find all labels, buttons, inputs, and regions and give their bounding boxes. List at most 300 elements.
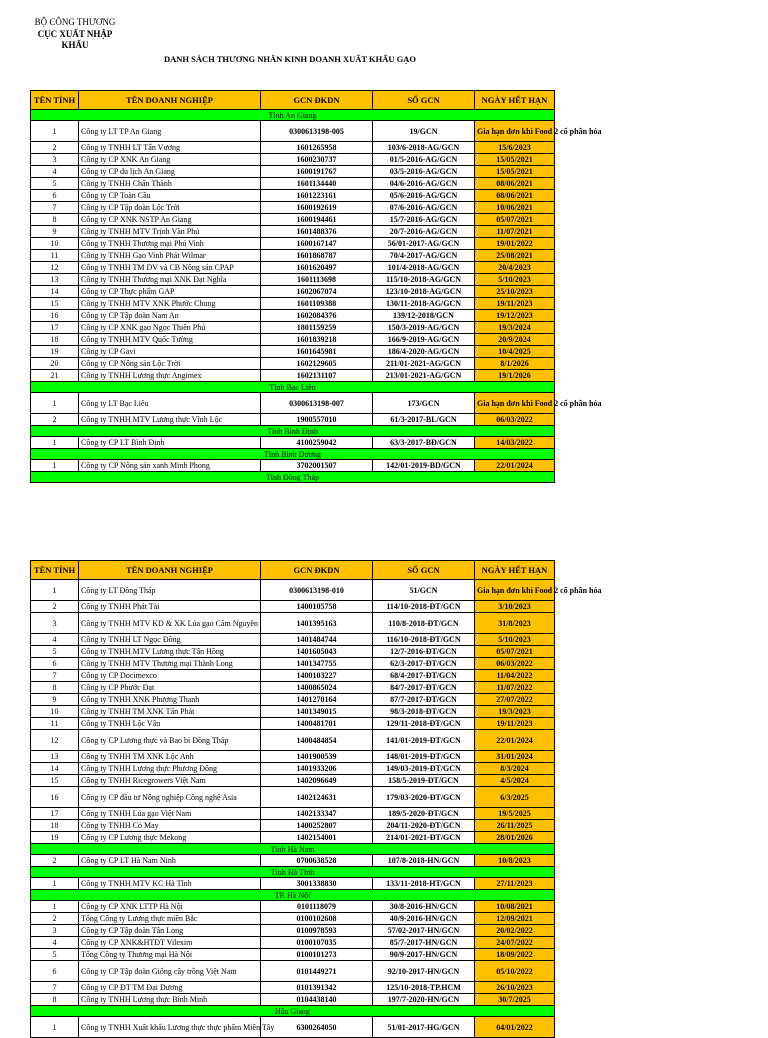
row-index: 15	[31, 298, 79, 310]
certificate-number: 204/11-2020-ĐT/GCN	[373, 820, 475, 832]
expiry-date: 4/5/2024	[475, 775, 555, 787]
business-reg-number: 1601109388	[261, 298, 373, 310]
table-row	[31, 250, 555, 262]
table-row	[31, 178, 555, 190]
company-name: Công ty CP Tập đoàn Nam An	[79, 310, 261, 322]
company-name: Công ty CP ĐT TM Đại Dương	[79, 982, 261, 994]
certificate-number: 07/6-2016-AG/GCN	[373, 202, 475, 214]
company-name: Công ty CP XNK gạo Ngọc Thiên Phú	[79, 322, 261, 334]
row-index: 4	[31, 937, 79, 949]
business-reg-number: 1801159259	[261, 322, 373, 334]
expiry-date: 04/01/2022	[475, 1017, 555, 1038]
company-name: Công ty CP Tập đoàn Lộc Trời	[79, 202, 261, 214]
row-index: 4	[31, 634, 79, 646]
expiry-date: 19/1/2026	[475, 370, 555, 382]
expiry-date: 15/6/2023	[475, 142, 555, 154]
table-row	[31, 937, 555, 949]
province-name: Tỉnh An Giang	[31, 110, 555, 121]
company-name: Công ty CP Tập đoàn Tân Long	[79, 925, 261, 937]
table-row	[31, 613, 555, 634]
certificate-number: 85/7-2017-HN/GCN	[373, 937, 475, 949]
table-row	[31, 393, 555, 414]
expiry-date: 06/03/2022	[475, 658, 555, 670]
expiry-date: 24/07/2022	[475, 937, 555, 949]
table-row	[31, 913, 555, 925]
business-reg-number: 1401484744	[261, 634, 373, 646]
expiry-date: 31/8/2023	[475, 613, 555, 634]
company-name: Công ty CP XNK An Giang	[79, 154, 261, 166]
certificate-number: 110/8-2018-ĐT/GCN	[373, 613, 475, 634]
expiry-date: 27/07/2022	[475, 694, 555, 706]
row-index: 7	[31, 982, 79, 994]
expiry-date: 8/3/2024	[475, 763, 555, 775]
table-row	[31, 994, 555, 1006]
table-row	[31, 437, 555, 449]
certificate-number: 92/10-2017-HN/GCN	[373, 961, 475, 982]
certificate-number: 133/11-2018-HT/GCN	[373, 878, 475, 890]
expiry-date: 25/08/2021	[475, 250, 555, 262]
table-row	[31, 274, 555, 286]
row-index: 8	[31, 214, 79, 226]
table-row	[31, 855, 555, 867]
table-row	[31, 751, 555, 763]
company-name: Công ty TNHH Lương thực Angimex	[79, 370, 261, 382]
business-reg-number: 6300264050	[261, 1017, 373, 1038]
row-index: 11	[31, 718, 79, 730]
row-index: 2	[31, 142, 79, 154]
certificate-number: 115/10-2018-AG/GCN	[373, 274, 475, 286]
business-reg-number: 1401900539	[261, 751, 373, 763]
business-reg-number: 1402124631	[261, 787, 373, 808]
expiry-date: 22/01/2024	[475, 460, 555, 472]
company-name: Công ty CP Nông sản xanh Minh Phong	[79, 460, 261, 472]
row-index: 1	[31, 580, 79, 601]
company-name: Công ty CP Docimexco	[79, 670, 261, 682]
row-index: 17	[31, 808, 79, 820]
company-name: Công ty TNHH Lộc Vân	[79, 718, 261, 730]
company-name: Công ty CP Lương thực và Bao bì Đồng Tháp	[79, 730, 261, 751]
row-index: 6	[31, 961, 79, 982]
province-row	[31, 1006, 555, 1017]
business-reg-number: 1601134440	[261, 178, 373, 190]
business-reg-number: 1401347755	[261, 658, 373, 670]
business-reg-number: 1600194461	[261, 214, 373, 226]
certificate-number: 84/7-2017-ĐT/GCN	[373, 682, 475, 694]
trader-table-2	[30, 560, 602, 1038]
company-name: Công ty TNHH Xuất khẩu Lương thực thực phẩm Miền Tây	[79, 1017, 261, 1038]
company-name: Công ty TNHH Lương thực Phương Đông	[79, 763, 261, 775]
province-row	[31, 382, 555, 393]
company-name: Công ty TNHH Thương mại XNK Đạt Nghĩa	[79, 274, 261, 286]
table-row	[31, 190, 555, 202]
table-row	[31, 580, 555, 601]
company-name: Công ty TNHH TM DV và CB Nông sản CPAP	[79, 262, 261, 274]
row-index: 12	[31, 730, 79, 751]
row-index: 19	[31, 832, 79, 844]
trader-table-1	[30, 90, 602, 483]
row-index: 4	[31, 166, 79, 178]
business-reg-number: 1400105758	[261, 601, 373, 613]
certificate-number: 04/6-2016-AG/GCN	[373, 178, 475, 190]
table-row	[31, 670, 555, 682]
expiry-date: 15/05/2021	[475, 154, 555, 166]
table-row	[31, 238, 555, 250]
expiry-date: 5/10/2023	[475, 274, 555, 286]
province-row	[31, 426, 555, 437]
province-row	[31, 890, 555, 901]
business-reg-number: 1601223161	[261, 190, 373, 202]
certificate-number: 40/9-2016-HN/GCN	[373, 913, 475, 925]
company-name: Công ty CP Toàn Cầu	[79, 190, 261, 202]
expiry-date: 26/11/2025	[475, 820, 555, 832]
company-name: Công ty TNHH MTV Thương mại Thành Long	[79, 658, 261, 670]
col-header-expiry-date: NGÀY HẾT HẠN	[475, 91, 555, 110]
business-reg-number: 1401605043	[261, 646, 373, 658]
row-index: 13	[31, 274, 79, 286]
row-index: 10	[31, 238, 79, 250]
table-row	[31, 298, 555, 310]
expiry-date: 15/05/2021	[475, 166, 555, 178]
certificate-number: 56/01-2017-AG/GCN	[373, 238, 475, 250]
certificate-number: 149/03-2019-ĐT/GCN	[373, 763, 475, 775]
company-name: Công ty TNHH MTV XNK Phước Chung	[79, 298, 261, 310]
company-name: Công ty CP Phước Đạt	[79, 682, 261, 694]
province-row	[31, 449, 555, 460]
row-index: 8	[31, 682, 79, 694]
table-row	[31, 982, 555, 994]
certificate-number: 211/01-2021-AG/GCN	[373, 358, 475, 370]
certificate-number: 130/11-2018-AG/GCN	[373, 298, 475, 310]
expiry-date: 31/01/2024	[475, 751, 555, 763]
table-row	[31, 820, 555, 832]
certificate-number: 141/01-2019-ĐT/GCN	[373, 730, 475, 751]
company-name: Công ty CP LT Hà Nam Ninh	[79, 855, 261, 867]
expiry-date: 26/10/2023	[475, 982, 555, 994]
expiry-date: Gia hạn đơn khi Food 2 cổ phần hóa	[475, 580, 555, 601]
table-row	[31, 658, 555, 670]
expiry-date: Gia hạn đơn khi Food 2 cổ phần hóa	[475, 121, 555, 142]
certificate-number: 158/5-2019-ĐT/GCN	[373, 775, 475, 787]
certificate-number: 142/01-2019-BD/GCN	[373, 460, 475, 472]
company-name: Công ty LT TP An Giang	[79, 121, 261, 142]
company-name: Công ty TNHH MTV KD & XK Lúa gạo Cẩm Nguyên	[79, 613, 261, 634]
company-name: Công ty CP du lịch An Giang	[79, 166, 261, 178]
table-row	[31, 706, 555, 718]
table-row	[31, 601, 555, 613]
expiry-date: 10/4/2025	[475, 346, 555, 358]
business-reg-number: 1600167147	[261, 238, 373, 250]
business-reg-number: 1600191767	[261, 166, 373, 178]
certificate-number: 30/8-2016-HN/GCN	[373, 901, 475, 913]
business-reg-number: 1600192619	[261, 202, 373, 214]
certificate-number: 61/3-2017-BL/GCN	[373, 414, 475, 426]
business-reg-number: 1400865024	[261, 682, 373, 694]
company-name: Công ty TNHH Lương thực Bình Minh	[79, 994, 261, 1006]
expiry-date: 19/11/2023	[475, 298, 555, 310]
table-row	[31, 832, 555, 844]
row-index: 15	[31, 775, 79, 787]
certificate-number: 186/4-2020-AG/GCN	[373, 346, 475, 358]
expiry-date: 5/10/2023	[475, 634, 555, 646]
expiry-date: 20/4/2023	[475, 262, 555, 274]
certificate-number: 05/6-2016-AG/GCN	[373, 190, 475, 202]
row-index: 19	[31, 346, 79, 358]
document-title: DANH SÁCH THƯƠNG NHÂN KINH DOANH XUẤT KHẨU GẠO	[163, 54, 417, 64]
province-row	[31, 472, 555, 483]
expiry-date: 06/03/2022	[475, 414, 555, 426]
expiry-date: 20/02/2022	[475, 925, 555, 937]
business-reg-number: 0100978593	[261, 925, 373, 937]
expiry-date: 8/1/2026	[475, 358, 555, 370]
business-reg-number: 1402133347	[261, 808, 373, 820]
table-row	[31, 154, 555, 166]
certificate-number: 114/10-2018-ĐT/GCN	[373, 601, 475, 613]
certificate-number: 103/6-2018-AG/GCN	[373, 142, 475, 154]
expiry-date: 11/04/2022	[475, 670, 555, 682]
company-name: Công ty TNHH MTV Trịnh Văn Phú	[79, 226, 261, 238]
certificate-number: 139/12-2018/GCN	[373, 310, 475, 322]
expiry-date: 3/10/2023	[475, 601, 555, 613]
company-name: Công ty CP Nông sản Lộc Trời	[79, 358, 261, 370]
business-reg-number: 1401349015	[261, 706, 373, 718]
company-name: Công ty TNHH Chấn Thành	[79, 178, 261, 190]
province-name: Tỉnh Bình Dương	[31, 449, 555, 460]
business-reg-number: 1602084376	[261, 310, 373, 322]
province-row	[31, 844, 555, 855]
company-name: Công ty CP LT Bình Định	[79, 437, 261, 449]
company-name: Công ty TNHH MTV Lương thực Vĩnh Lộc	[79, 414, 261, 426]
table-row	[31, 214, 555, 226]
expiry-date: 25/10/2023	[475, 286, 555, 298]
certificate-number: 90/9-2017-HN/GCN	[373, 949, 475, 961]
expiry-date: 10/08/2021	[475, 901, 555, 913]
business-reg-number: 1401933206	[261, 763, 373, 775]
expiry-date: 30/7/2025	[475, 994, 555, 1006]
certificate-number: 62/3-2017-ĐT/GCN	[373, 658, 475, 670]
province-name: Tỉnh Bình Định	[31, 426, 555, 437]
row-index: 11	[31, 250, 79, 262]
company-name: Công ty CP đầu tư Nông nghiệp Công nghệ Asia	[79, 787, 261, 808]
province-name: Tỉnh Hà Tĩnh	[31, 867, 555, 878]
business-reg-number: 3702001507	[261, 460, 373, 472]
row-index: 9	[31, 694, 79, 706]
expiry-date: 19/3/2024	[475, 322, 555, 334]
company-name: Công ty LT Bạc Liêu	[79, 393, 261, 414]
business-reg-number: 1400103227	[261, 670, 373, 682]
company-name: Công ty TNHH MTV Quốc Tường	[79, 334, 261, 346]
table-row	[31, 358, 555, 370]
certificate-number: 116/10-2018-ĐT/GCN	[373, 634, 475, 646]
certificate-number: 197/7-2020-HN/GCN	[373, 994, 475, 1006]
expiry-date: 05/07/2021	[475, 646, 555, 658]
certificate-number: 19/GCN	[373, 121, 475, 142]
col-header-province: TÊN TỈNH	[31, 561, 79, 580]
row-index: 16	[31, 310, 79, 322]
company-name: Công ty TNHH TM XNK Tấn Phát	[79, 706, 261, 718]
row-index: 18	[31, 820, 79, 832]
table-header-row	[31, 561, 555, 580]
table-row	[31, 142, 555, 154]
business-reg-number: 0300613198-005	[261, 121, 373, 142]
row-index: 3	[31, 613, 79, 634]
company-name: Công ty TNHH Gạo Vinh Phát Wilmar	[79, 250, 261, 262]
row-index: 1	[31, 878, 79, 890]
certificate-number: 150/3-2019-AG/GCN	[373, 322, 475, 334]
row-index: 16	[31, 787, 79, 808]
certificate-number: 70/4-2017-AG/GCN	[373, 250, 475, 262]
business-reg-number: 1601620497	[261, 262, 373, 274]
table-row	[31, 694, 555, 706]
row-index: 2	[31, 414, 79, 426]
row-index: 10	[31, 706, 79, 718]
row-index: 5	[31, 178, 79, 190]
business-reg-number: 1601868787	[261, 250, 373, 262]
table-row	[31, 646, 555, 658]
company-name: Công ty TNHH Phát Tài	[79, 601, 261, 613]
expiry-date: 08/06/2021	[475, 178, 555, 190]
business-reg-number: 1400481701	[261, 718, 373, 730]
expiry-date: 14/03/2022	[475, 437, 555, 449]
company-name: Công ty TNHH LT Tấn Vương	[79, 142, 261, 154]
row-index: 5	[31, 646, 79, 658]
business-reg-number: 0300613198-007	[261, 393, 373, 414]
row-index: 20	[31, 358, 79, 370]
row-index: 3	[31, 925, 79, 937]
expiry-date: 10/06/2021	[475, 202, 555, 214]
business-reg-number: 0101118079	[261, 901, 373, 913]
certificate-number: 148/01-2019-ĐT/GCN	[373, 751, 475, 763]
table-row	[31, 460, 555, 472]
expiry-date: 27/11/2023	[475, 878, 555, 890]
table-row	[31, 949, 555, 961]
expiry-date: 05/07/2021	[475, 214, 555, 226]
certificate-number: 123/10-2018-AG/GCN	[373, 286, 475, 298]
company-name: Công ty TNHH Thương mại Phú Vinh	[79, 238, 261, 250]
certificate-number: 51/GCN	[373, 580, 475, 601]
expiry-date: 19/3/2023	[475, 706, 555, 718]
row-index: 2	[31, 855, 79, 867]
business-reg-number: 1401270164	[261, 694, 373, 706]
business-reg-number: 1602129605	[261, 358, 373, 370]
table-row	[31, 370, 555, 382]
business-reg-number: 1601645981	[261, 346, 373, 358]
expiry-date: 28/01/2026	[475, 832, 555, 844]
company-name: Công ty TNHH MTV Lương thực Tấn Hồng	[79, 646, 261, 658]
table-row	[31, 925, 555, 937]
business-reg-number: 0100102608	[261, 913, 373, 925]
table-row	[31, 901, 555, 913]
business-reg-number: 1602067074	[261, 286, 373, 298]
expiry-date: 18/09/2022	[475, 949, 555, 961]
business-reg-number: 0700638528	[261, 855, 373, 867]
business-reg-number: 1601839218	[261, 334, 373, 346]
table-row	[31, 226, 555, 238]
col-header-company: TÊN DOANH NGHIỆP	[79, 561, 261, 580]
row-index: 13	[31, 751, 79, 763]
business-reg-number: 1400484854	[261, 730, 373, 751]
row-index: 6	[31, 658, 79, 670]
col-header-expiry-date: NGÀY HẾT HẠN	[475, 561, 555, 580]
row-index: 3	[31, 154, 79, 166]
table-row	[31, 166, 555, 178]
province-row	[31, 110, 555, 121]
certificate-number: 98/3-2018-ĐT/GCN	[373, 706, 475, 718]
row-index: 1	[31, 1017, 79, 1038]
row-index: 14	[31, 286, 79, 298]
col-header-certificate-no: SỐ GCN	[373, 561, 475, 580]
certificate-number: 166/9-2019-AG/GCN	[373, 334, 475, 346]
business-reg-number: 3001338830	[261, 878, 373, 890]
row-index: 7	[31, 670, 79, 682]
expiry-date: Gia hạn đơn khi Food 2 cổ phần hóa	[475, 393, 555, 414]
row-index: 1	[31, 393, 79, 414]
expiry-date: 11/07/2021	[475, 226, 555, 238]
certificate-number: 189/5-2020-ĐT/GCN	[373, 808, 475, 820]
row-index: 1	[31, 437, 79, 449]
table-row	[31, 346, 555, 358]
business-reg-number: 1601113698	[261, 274, 373, 286]
row-index: 8	[31, 994, 79, 1006]
expiry-date: 19/01/2022	[475, 238, 555, 250]
business-reg-number: 1601488376	[261, 226, 373, 238]
certificate-number: 173/GCN	[373, 393, 475, 414]
certificate-number: 03/5-2016-AG/GCN	[373, 166, 475, 178]
company-name: Công ty TNHH Lúa gạo Việt Nam	[79, 808, 261, 820]
row-index: 1	[31, 460, 79, 472]
certificate-number: 68/4-2017-ĐT/GCN	[373, 670, 475, 682]
business-reg-number: 0100107035	[261, 937, 373, 949]
table-row	[31, 718, 555, 730]
business-reg-number: 1602131107	[261, 370, 373, 382]
company-name: Công ty LT Đồng Tháp	[79, 580, 261, 601]
table-row	[31, 961, 555, 982]
row-index: 14	[31, 763, 79, 775]
certificate-number: 15/7-2016-AG/GCN	[373, 214, 475, 226]
table-row	[31, 322, 555, 334]
row-index: 9	[31, 226, 79, 238]
company-name: Công ty CP Thực phẩm GAP	[79, 286, 261, 298]
company-name: Công ty TNHH MTV KC Hà Tĩnh	[79, 878, 261, 890]
col-header-certificate-no: SỐ GCN	[373, 91, 475, 110]
expiry-date: 11/07/2022	[475, 682, 555, 694]
expiry-date: 12/09/2021	[475, 913, 555, 925]
certificate-number: 125/10-2018-TP.HCM	[373, 982, 475, 994]
row-index: 2	[31, 601, 79, 613]
certificate-number: 12/7-2016-ĐT/GCN	[373, 646, 475, 658]
company-name: Công ty TNHH TM XNK Lộc Anh	[79, 751, 261, 763]
table-row	[31, 262, 555, 274]
certificate-number: 51/01-2017-HG/GCN	[373, 1017, 475, 1038]
business-reg-number: 1601265958	[261, 142, 373, 154]
table-header-row	[31, 91, 555, 110]
business-reg-number: 1402154001	[261, 832, 373, 844]
table-row	[31, 634, 555, 646]
business-reg-number: 0100101273	[261, 949, 373, 961]
table-row	[31, 763, 555, 775]
certificate-number: 101/4-2018-AG/GCN	[373, 262, 475, 274]
business-reg-number: 4100259042	[261, 437, 373, 449]
province-name: Tỉnh Đồng Tháp	[31, 472, 555, 483]
table-row	[31, 682, 555, 694]
table-row	[31, 808, 555, 820]
row-index: 17	[31, 322, 79, 334]
table-row	[31, 1017, 555, 1038]
company-name: Công ty TNHH LT Ngọc Đồng	[79, 634, 261, 646]
certificate-number: 129/11-2018-ĐT/GCN	[373, 718, 475, 730]
business-reg-number: 1402096649	[261, 775, 373, 787]
certificate-number: 01/5-2016-AG/GCN	[373, 154, 475, 166]
table-row	[31, 878, 555, 890]
